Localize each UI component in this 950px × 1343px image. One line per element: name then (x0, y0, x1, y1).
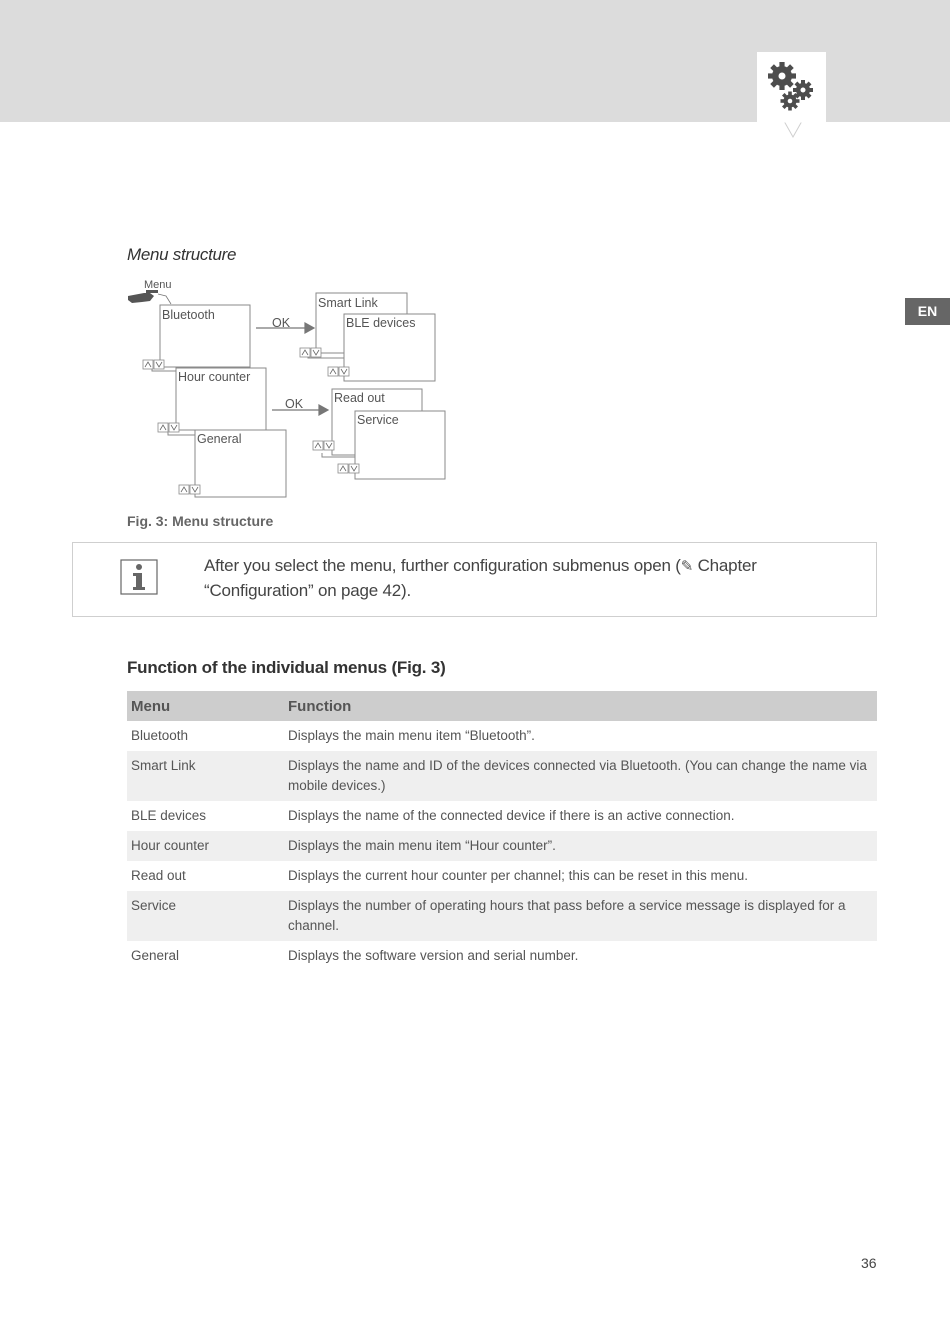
menu-structure-diagram (122, 272, 452, 504)
menu-cell: Service (127, 891, 284, 941)
info-text: After you select the menu, further configuration submenus open (✎ Chapter “Configuration” on page 42). (204, 556, 757, 600)
tab-pointer (783, 121, 803, 139)
menu-cell: BLE devices (131, 808, 207, 823)
diagram-label-general: General (197, 432, 242, 446)
info-note (72, 542, 877, 617)
diagram-label-smart-link: Smart Link (318, 296, 378, 310)
table-row (127, 831, 877, 861)
diagram-label-service: Service (357, 413, 399, 427)
diagram-menu-label: Menu (144, 279, 172, 291)
diagram-label-hour-counter: Hour counter (178, 370, 251, 384)
table-title: Function of the individual menus (Fig. 3) (127, 658, 446, 677)
column-header-menu: Menu (127, 691, 284, 721)
table-row (127, 751, 877, 801)
function-cell: Displays the main menu item “Hour counter”. (284, 831, 877, 861)
page-number: 36 (861, 1255, 877, 1271)
table-row (127, 801, 877, 831)
menu-cell: Smart Link (127, 751, 284, 801)
diagram-label-ble-devices: BLE devices (346, 316, 416, 330)
menu-function-table (127, 691, 877, 971)
language-tab[interactable]: EN (905, 298, 950, 325)
function-cell: Displays the name of the connected device if there is an active connection. (288, 808, 735, 823)
menu-cell: General (131, 948, 180, 963)
function-cell: Displays the name and ID of the devices connected via Bluetooth. (You can change the name via mobile devices.) (284, 751, 877, 801)
function-cell: Displays the main menu item “Bluetooth”. (288, 728, 535, 743)
function-cell: Displays the current hour counter per channel; this can be reset in this menu. (288, 868, 748, 883)
cross-reference-icon[interactable]: ✎ (680, 558, 694, 575)
info-icon (120, 559, 158, 595)
diagram-ok-label: OK (285, 397, 304, 411)
table-row (127, 941, 877, 971)
table-row (127, 891, 877, 941)
section-title: Menu structure (127, 245, 237, 264)
menu-cell: Read out (131, 868, 186, 883)
table-header-row (127, 691, 877, 721)
table-row (127, 721, 877, 751)
diagram-label-read-out: Read out (334, 391, 385, 405)
column-header-function: Function (284, 691, 877, 721)
gears-icon (757, 52, 826, 122)
function-cell: Displays the number of operating hours that pass before a service message is displayed for a channel. (284, 891, 877, 941)
figure-caption: Fig. 3: Menu structure (127, 513, 274, 529)
menu-cell: Bluetooth (131, 728, 189, 743)
menu-cell: Hour counter (127, 831, 284, 861)
function-cell: Displays the software version and serial number. (288, 948, 579, 963)
pointing-hand-icon (128, 290, 158, 303)
diagram-label-bluetooth: Bluetooth (162, 308, 215, 322)
diagram-ok-label: OK (272, 316, 291, 330)
table-row (127, 861, 877, 891)
